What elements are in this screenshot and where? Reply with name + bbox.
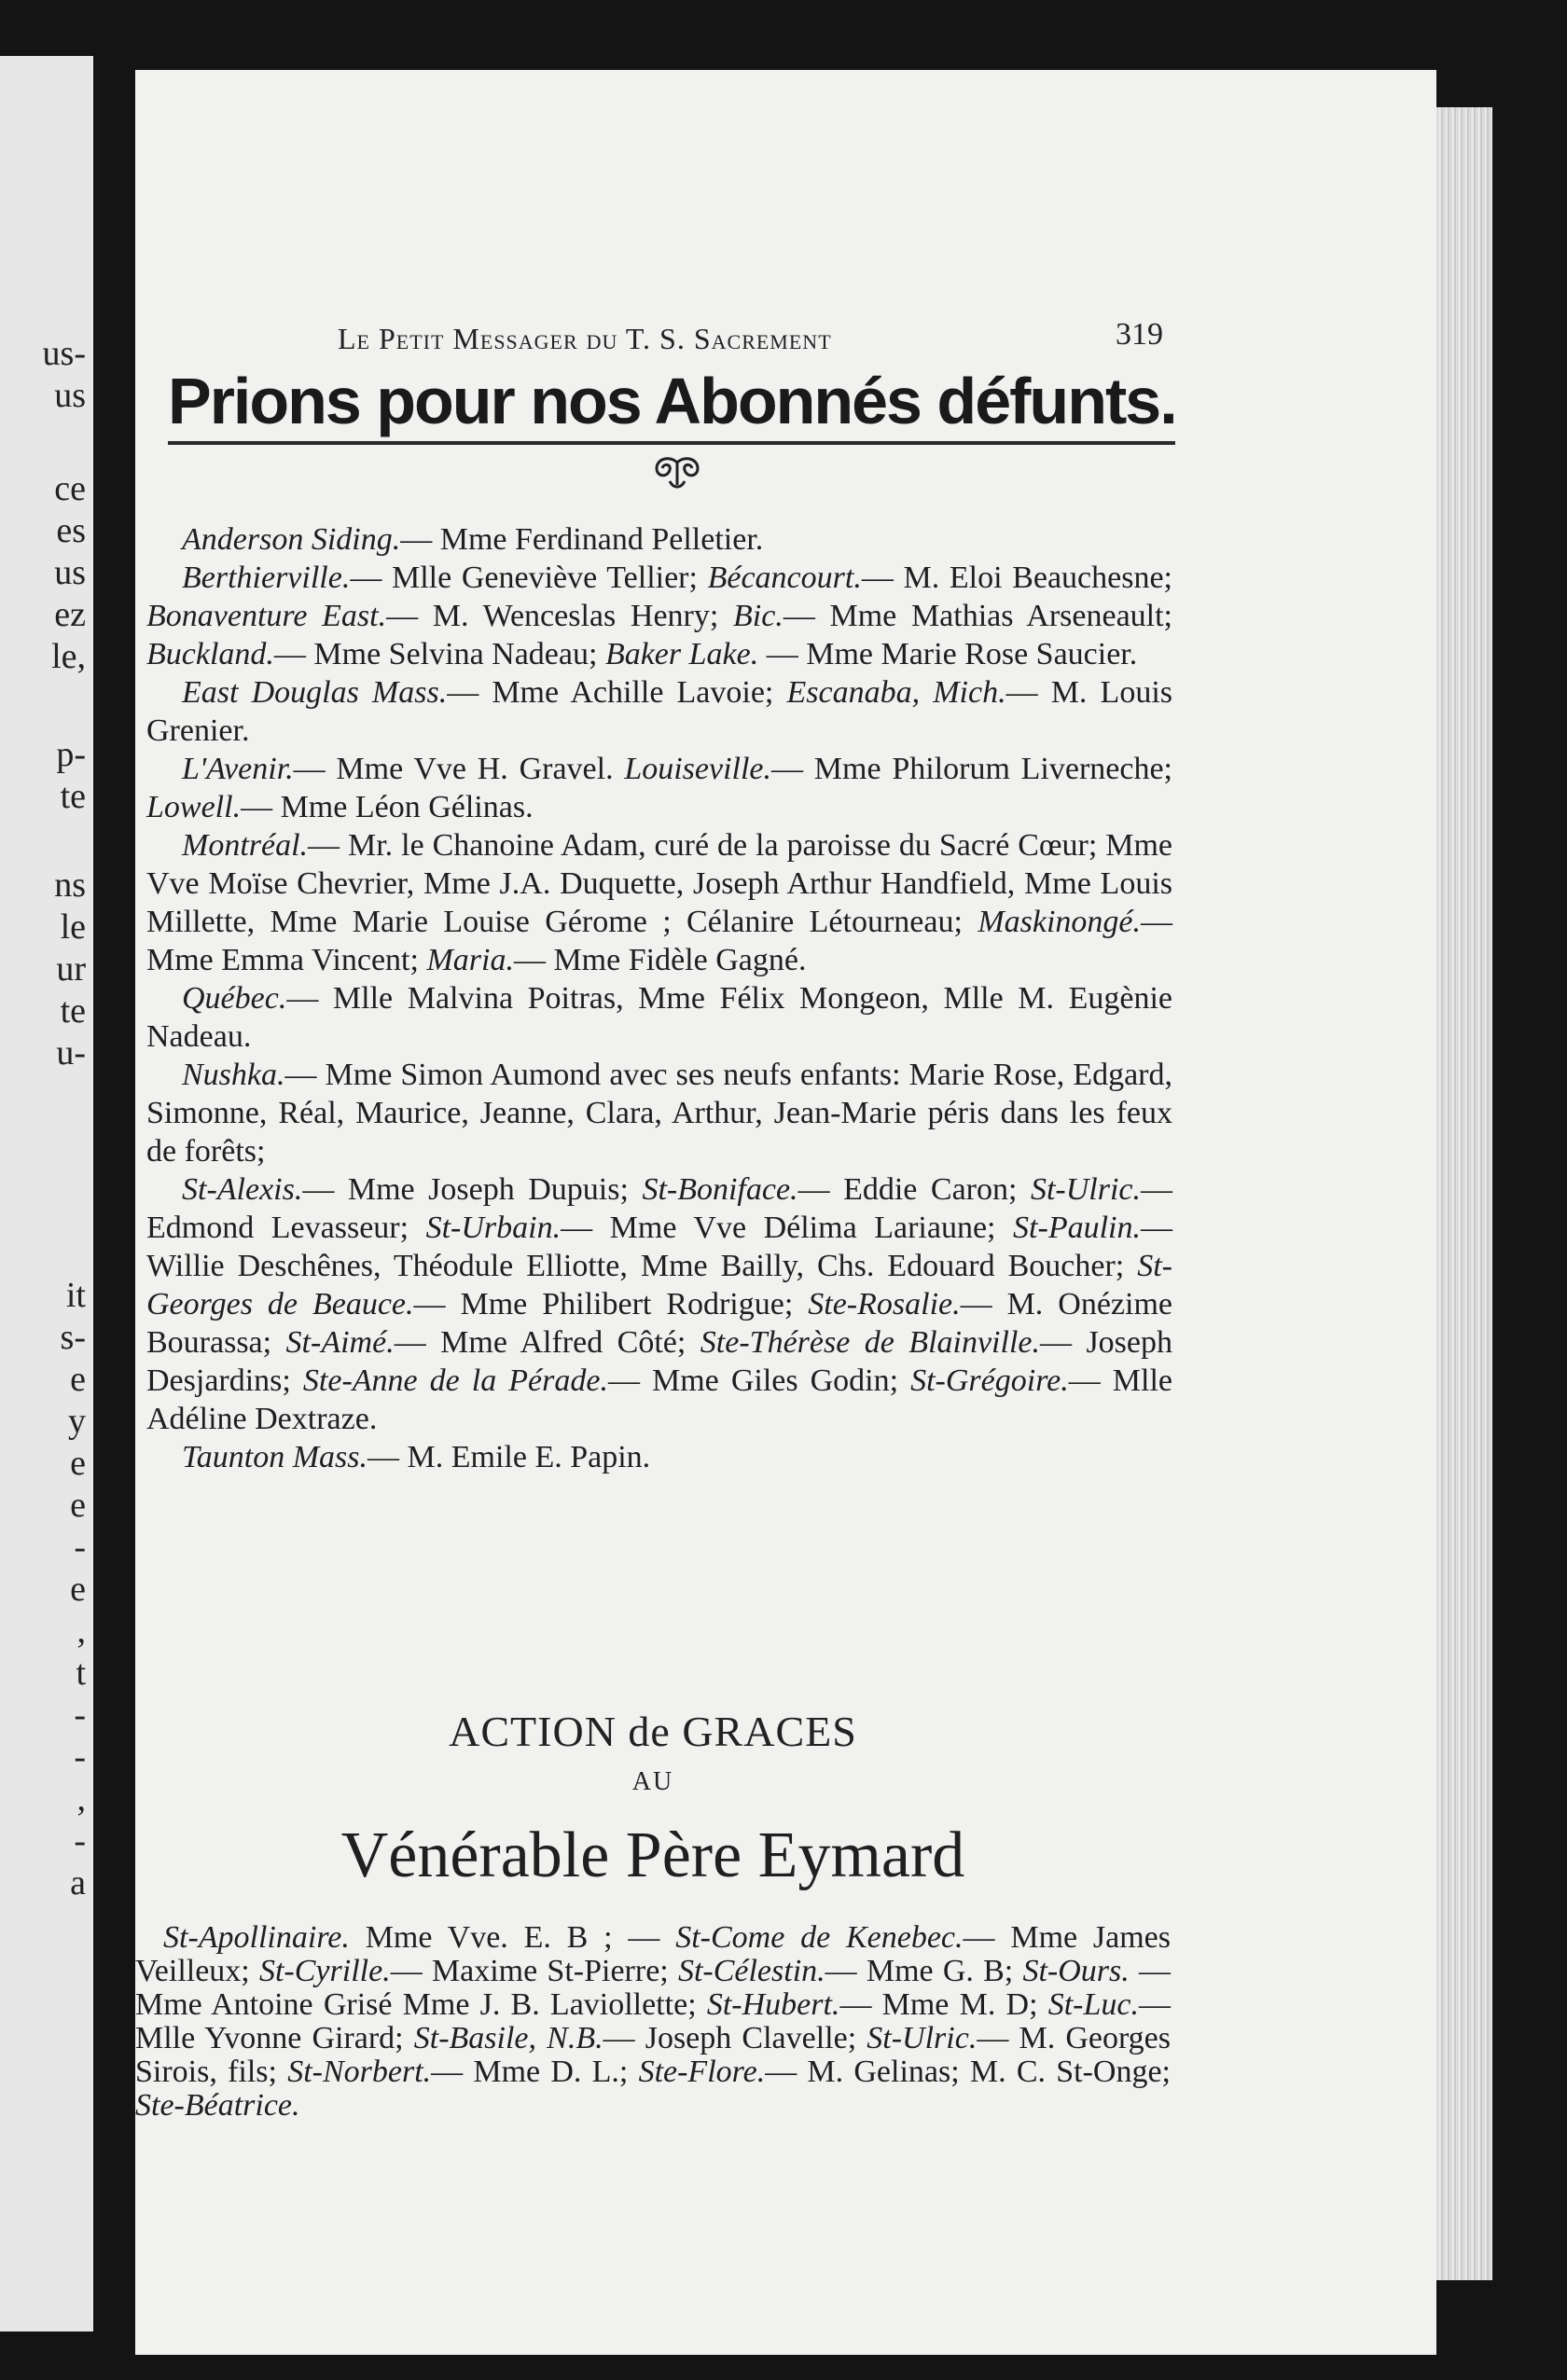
prev-page-text-fragment: te bbox=[60, 991, 86, 1031]
running-header: Le Petit Messager du T. S. Sacrement bbox=[338, 322, 832, 355]
names-text: — Mme Fidèle Gagné. bbox=[513, 943, 807, 977]
names-text: — Eddie Caron; bbox=[797, 1172, 1031, 1207]
place-name: Bonaventure East. bbox=[146, 599, 387, 633]
place-name: Québec. bbox=[182, 981, 287, 1016]
prev-page-text-fragment: it bbox=[65, 1276, 86, 1315]
place-name: St-Come de Kenebec. bbox=[675, 1920, 964, 1955]
names-text: — M. Wenceslas Henry; bbox=[386, 599, 733, 633]
prev-page-text-fragment: u- bbox=[56, 1033, 86, 1072]
place-name: Baker Lake. bbox=[604, 637, 759, 671]
names-text: — Mlle Yvonne Girard; bbox=[135, 1987, 1171, 2055]
place-name: St-Grégoire. bbox=[910, 1363, 1069, 1398]
ornament-icon bbox=[644, 457, 711, 491]
place-name: Louiseville. bbox=[624, 752, 772, 786]
prev-page-text-fragment: es bbox=[56, 511, 86, 550]
names-text: — Mlle Malvina Poitras, Mme Félix Mongeon, Mlle M. Eugènie Nadeau. bbox=[146, 981, 1172, 1054]
prev-page-text-fragment: te bbox=[60, 777, 86, 816]
thanksgiving-heading: ACTION de GRACES bbox=[449, 1708, 857, 1755]
names-text: — Mme James Veilleux; bbox=[135, 1920, 1171, 1988]
prev-page-text-fragment: ez bbox=[54, 595, 86, 634]
names-text: — Mme Mathias Arseneault; bbox=[783, 599, 1173, 633]
names-text: — M. Eloi Beauchesne; bbox=[861, 560, 1172, 595]
prev-page-text-fragment: - bbox=[74, 1737, 86, 1777]
names-text: — Mme Philorum Liverneche; bbox=[771, 752, 1172, 786]
place-name: Buckland. bbox=[146, 637, 274, 671]
place-name: St-Apollinaire. bbox=[163, 1920, 350, 1955]
place-name: Ste-Anne de la Pérade. bbox=[302, 1363, 608, 1398]
names-text: — Mme Simon Aumond avec ses neufs enfants: Marie Rose, Edgard, Simonne, Réal, Maurice, Jeanne, Clara, Arthur, Jean-Marie péris dans les feux de forêts; bbox=[146, 1058, 1172, 1169]
names-text: — Mme Antoine Grisé Mme J. B. Laviollette; bbox=[135, 1954, 1171, 2022]
place-name: East Douglas Mass. bbox=[182, 675, 448, 710]
names-text: — Mme Philibert Rodrigue; bbox=[413, 1287, 809, 1321]
prev-page-text-fragment: ns bbox=[54, 865, 86, 905]
place-name: Anderson Siding. bbox=[182, 522, 401, 557]
place-name: St-Basile, N.B. bbox=[413, 2021, 603, 2055]
place-name: St-Luc. bbox=[1047, 1987, 1139, 2022]
venerable-heading: Vénérable Père Eymard bbox=[340, 1820, 965, 1891]
names-text: — Mme Joseph Dupuis; bbox=[302, 1172, 643, 1207]
thanksgiving-list bbox=[135, 1921, 1171, 2123]
place-name: St-Paulin. bbox=[1013, 1211, 1141, 1245]
list-paragraph bbox=[146, 979, 1172, 1056]
prev-page-text-fragment: le bbox=[60, 907, 86, 947]
prev-page-text-fragment: le, bbox=[51, 637, 86, 676]
names-text: Mme Vve. E. B ; — bbox=[349, 1920, 676, 1955]
names-text: — Mme Achille Lavoie; bbox=[447, 675, 787, 710]
place-name: Ste-Thérèse de Blainville. bbox=[700, 1325, 1040, 1360]
names-text: — Mme M. D; bbox=[839, 1987, 1048, 2022]
prev-page-text-fragment: e bbox=[70, 1360, 86, 1399]
names-text: — Mlle Adéline Dextraze. bbox=[146, 1363, 1173, 1436]
prev-page-text-fragment: - bbox=[74, 1695, 86, 1735]
names-text: — Mme Vve Délima Lariaune; bbox=[561, 1211, 1014, 1245]
list-paragraph bbox=[146, 1438, 1172, 1476]
names-text: — Mme D. L.; bbox=[431, 2055, 639, 2089]
place-name: St-Urbain. bbox=[425, 1211, 562, 1245]
names-text: — Mme Emma Vincent; bbox=[146, 905, 1172, 977]
place-name: Taunton Mass. bbox=[182, 1440, 368, 1474]
names-text: — Joseph Desjardins; bbox=[146, 1325, 1172, 1398]
names-text: — Maxime St-Pierre; bbox=[390, 1954, 678, 1988]
names-text: — Edmond Levasseur; bbox=[146, 1172, 1173, 1245]
list-paragraph bbox=[135, 1921, 1171, 2123]
place-name: Lowell. bbox=[146, 790, 242, 824]
section-title: Prions pour nos Abonnés défunts. bbox=[168, 365, 1176, 437]
place-name: Bic. bbox=[733, 599, 784, 633]
prev-page-text-fragment: us- bbox=[42, 334, 86, 373]
list-paragraph bbox=[146, 1056, 1172, 1170]
place-name: Bécancourt. bbox=[707, 560, 862, 595]
names-text: — Mme Alfred Côté; bbox=[394, 1325, 700, 1360]
place-name: L'Avenir. bbox=[182, 752, 294, 786]
place-name: Escanaba, Mich. bbox=[786, 675, 1006, 710]
list-paragraph bbox=[146, 673, 1172, 750]
prev-page-text-fragment: ur bbox=[56, 949, 86, 989]
prev-page-text-fragment: e bbox=[70, 1570, 86, 1609]
names-text: — Mme Léon Gélinas. bbox=[241, 790, 534, 824]
names-text: — M. Louis Grenier. bbox=[146, 675, 1172, 748]
prev-page-text-fragment: us bbox=[54, 376, 86, 415]
place-name: St-Ulric. bbox=[867, 2021, 978, 2055]
list-paragraph bbox=[146, 1170, 1172, 1438]
list-paragraph bbox=[146, 559, 1172, 673]
names-text: — M. Onézime Bourassa; bbox=[146, 1287, 1173, 1360]
prev-page-text-fragment: e bbox=[70, 1486, 86, 1525]
place-name: Berthierville. bbox=[182, 560, 351, 595]
prev-page-text-fragment: ce bbox=[54, 469, 86, 508]
place-name: St-Ulric. bbox=[1030, 1172, 1142, 1207]
place-name: Maria. bbox=[426, 943, 514, 977]
place-name: St-Alexis. bbox=[182, 1172, 303, 1207]
list-paragraph bbox=[146, 826, 1172, 979]
place-name: St-Célestin. bbox=[677, 1954, 825, 1988]
place-name: Montréal. bbox=[182, 828, 309, 863]
names-text: — Mme Vve H. Gravel. bbox=[293, 752, 625, 786]
place-name: Maskinongé. bbox=[978, 905, 1141, 939]
names-text: — Mme G. B; bbox=[825, 1954, 1023, 1988]
place-name: St-Norbert. bbox=[287, 2055, 432, 2089]
names-text: — M. Georges Sirois, fils; bbox=[135, 2021, 1171, 2089]
list-paragraph bbox=[146, 520, 1172, 559]
prev-page-text-fragment: t bbox=[76, 1654, 86, 1693]
names-text: — Mme Selvina Nadeau; bbox=[273, 637, 605, 671]
page-number: 319 bbox=[1116, 317, 1163, 352]
prev-page-text-fragment: , bbox=[76, 1779, 86, 1819]
names-text: — Mme Marie Rose Saucier. bbox=[758, 637, 1138, 671]
place-name: St-Boniface. bbox=[642, 1172, 798, 1207]
names-text: — Mr. le Chanoine Adam, curé de la paroisse du Sacré Cœur; Mme Vve Moïse Chevrier, Mme J.A. Duquette, Joseph Arthur Handfield, Mme Louis Millette, Mme Marie Louise Gérome ; Célanire Létourneau; bbox=[146, 828, 1172, 939]
place-name: Ste-Rosalie. bbox=[808, 1287, 961, 1321]
place-name: St-Georges de Beauce. bbox=[146, 1249, 1172, 1321]
names-text: — Joseph Clavelle; bbox=[603, 2021, 867, 2055]
names-text: — Mme Ferdinand Pelletier. bbox=[400, 522, 764, 557]
place-name: Ste-Flore. bbox=[638, 2055, 766, 2089]
prev-page-text-fragment: us bbox=[54, 553, 86, 592]
place-name: St-Hubert. bbox=[706, 1987, 840, 2022]
prev-page-text-fragment: , bbox=[76, 1612, 86, 1651]
prev-page-text-fragment: a bbox=[70, 1863, 86, 1903]
place-name: St-Aimé. bbox=[285, 1325, 395, 1360]
place-name: Nushka. bbox=[182, 1058, 285, 1092]
prev-page-text-fragment: y bbox=[68, 1402, 86, 1441]
thanksgiving-subheading: AU bbox=[631, 1767, 674, 1796]
list-paragraph bbox=[146, 750, 1172, 826]
obituary-list bbox=[146, 520, 1172, 1476]
prev-page-text-fragment: p- bbox=[56, 735, 86, 774]
prev-page-text-fragment: - bbox=[74, 1821, 86, 1861]
prev-page-text-fragment: - bbox=[74, 1528, 86, 1567]
names-text: — Mlle Geneviève Tellier; bbox=[350, 560, 708, 595]
names-text: — Willie Deschênes, Théodule Elliotte, Mme Bailly, Chs. Edouard Boucher; bbox=[146, 1211, 1172, 1283]
place-name: St-Ours. bbox=[1022, 1954, 1130, 1988]
place-name: St-Cyrille. bbox=[258, 1954, 391, 1988]
names-text: — Mme Giles Godin; bbox=[607, 1363, 911, 1398]
names-text: — M. Emile E. Papin. bbox=[367, 1440, 651, 1474]
names-text: — M. Gelinas; M. C. St-Onge; bbox=[765, 2055, 1172, 2089]
previous-page-margin bbox=[0, 56, 93, 2332]
title-rule bbox=[168, 441, 1175, 445]
place-name: Ste-Béatrice. bbox=[135, 2088, 300, 2123]
prev-page-text-fragment: e bbox=[70, 1444, 86, 1483]
prev-page-text-fragment: s- bbox=[60, 1318, 86, 1357]
